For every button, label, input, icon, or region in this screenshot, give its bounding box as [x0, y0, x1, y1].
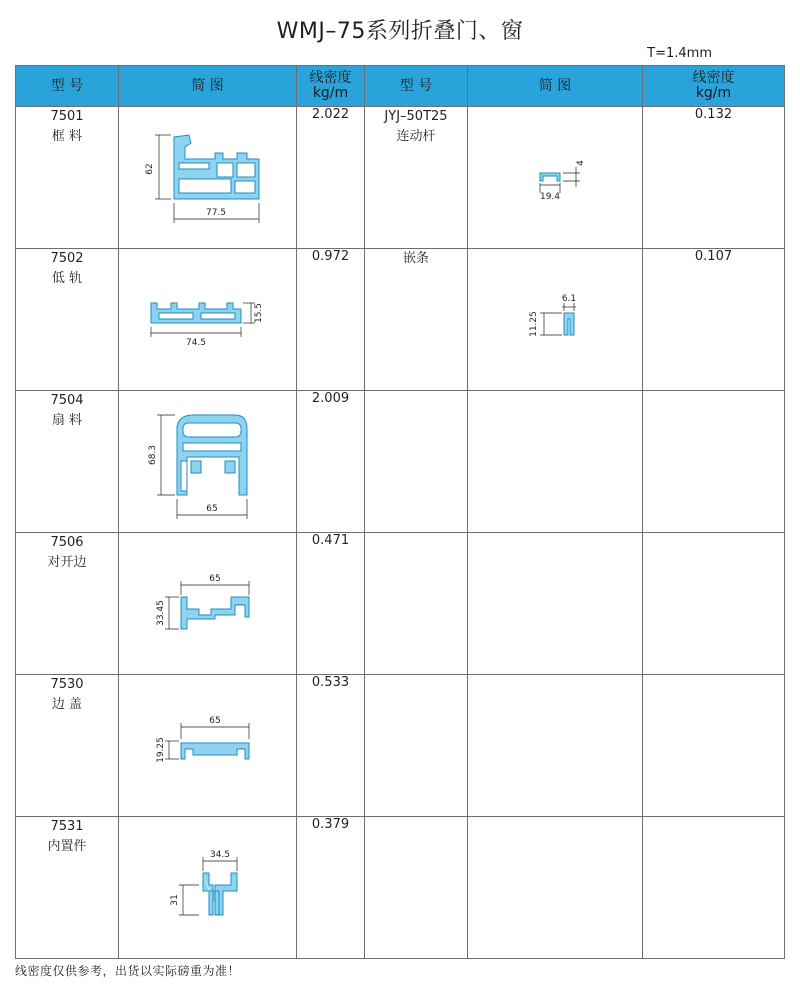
dim-label: 11.25 — [529, 311, 539, 337]
empty-cell — [365, 675, 468, 817]
model-cell: 7501 框 料 — [16, 107, 119, 249]
dim-label: 65 — [206, 504, 218, 514]
table-row — [16, 675, 785, 817]
profile-figure-7506 — [119, 533, 297, 675]
weight-cell: 0.972 — [297, 249, 365, 391]
header-model-2: 型 号 — [365, 66, 468, 107]
empty-cell — [468, 817, 643, 959]
page-title: WMJ–75系列折叠门、窗 — [276, 19, 524, 44]
table-row — [16, 391, 785, 533]
profile-figure-7531 — [119, 817, 297, 959]
empty-cell — [365, 391, 468, 533]
model-cell: 7506 对开边 — [16, 533, 119, 675]
dim-label: 68.3 — [148, 444, 158, 466]
weight-cell: 0.107 — [643, 249, 785, 391]
profile-figure-7501 — [119, 107, 297, 249]
profile-figure-7502 — [119, 249, 297, 391]
footer-note: 线密度仅供参考，出货以实际磅重为准！ — [15, 964, 241, 978]
empty-cell — [643, 533, 785, 675]
model-cell: 7531 内置件 — [16, 817, 119, 959]
profile-figure-7530 — [119, 675, 297, 817]
header-density-2: 线密度 kg/m — [643, 66, 785, 107]
model-cell: 7502 低 轨 — [16, 249, 119, 391]
empty-cell — [643, 675, 785, 817]
header-row — [16, 66, 785, 107]
model-cell: JYJ–50T25 连动杆 — [365, 107, 468, 249]
model-cell: 7504 扇 料 — [16, 391, 119, 533]
table-row — [16, 249, 785, 391]
dim-label: 31 — [170, 894, 180, 906]
dim-label: 34.5 — [209, 850, 231, 860]
empty-cell — [468, 675, 643, 817]
empty-cell — [365, 817, 468, 959]
empty-cell — [468, 391, 643, 533]
profile-figure-7504 — [119, 391, 297, 533]
table-row — [16, 533, 785, 675]
dim-label: 33.45 — [156, 600, 166, 626]
model-cell: 嵌条 — [365, 249, 468, 391]
weight-cell: 2.009 — [297, 391, 365, 533]
weight-cell: 2.022 — [297, 107, 365, 249]
dim-label: 65 — [209, 574, 221, 584]
dim-label: 6.1 — [561, 294, 577, 304]
spec-table — [15, 65, 785, 959]
thickness-label: T=1.4mm — [647, 46, 712, 61]
dim-label: 4 — [576, 160, 586, 166]
dim-label: 19.25 — [156, 737, 166, 763]
weight-cell: 0.379 — [297, 817, 365, 959]
profile-figure-qiantiao — [468, 249, 643, 391]
dim-label: 77.5 — [205, 208, 227, 218]
empty-cell — [643, 391, 785, 533]
weight-cell: 0.132 — [643, 107, 785, 249]
header-density: 线密度 kg/m — [297, 66, 365, 107]
weight-cell: 0.533 — [297, 675, 365, 817]
dim-label: 15.5 — [254, 302, 264, 324]
model-cell: 7530 边 盖 — [16, 675, 119, 817]
empty-cell — [643, 817, 785, 959]
table-row — [16, 107, 785, 249]
header-figure: 简 图 — [119, 66, 297, 107]
dim-label: 62 — [145, 163, 155, 175]
empty-cell — [468, 533, 643, 675]
dim-label: 65 — [209, 716, 221, 726]
header-model: 型 号 — [16, 66, 119, 107]
empty-cell — [365, 533, 468, 675]
table-row — [16, 817, 785, 959]
dim-label: 74.5 — [185, 338, 207, 348]
profile-figure-jyj50t25 — [468, 107, 643, 249]
dim-label: 19.4 — [539, 192, 561, 202]
header-figure-2: 简 图 — [468, 66, 643, 107]
weight-cell: 0.471 — [297, 533, 365, 675]
